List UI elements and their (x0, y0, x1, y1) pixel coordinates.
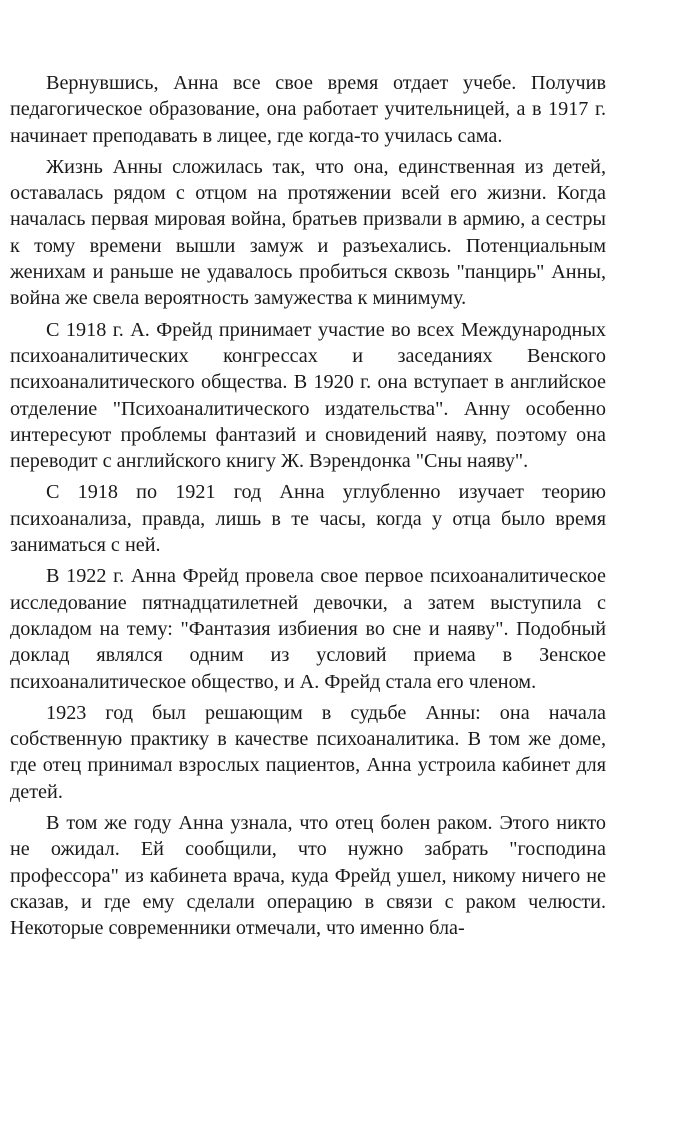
paragraph-father-illness: В том же году Анна узнала, что отец болен раком. Этого никто не ожидал. Ей сообщили, что нужно забрать "господина профессора" из кабинета врача, куда Фрейд ушел, никому ничего не сказав, и где ему сделали операцию в связи с раком челюсти. Некоторые современники отмечали, что именно бла- (10, 812, 606, 940)
paragraph-study-1918-1921: С 1918 по 1921 год Анна углубленно изучает теорию психоанализа, правда, лишь в те часы, когда у отца было время заниматься с ней. (10, 481, 606, 557)
paragraph-life-with-father: Жизнь Анны сложилась так, что она, единственная из детей, оставалась рядом с отцом на протяжении всей его жизни. Когда началась первая мировая война, братьев призвали в армию, а сестры к тому времени вышли замуж и разъехались. Потенциальным женихам и раньше не удавалось пробиться сквозь "панцирь" Анны, война же свела вероятность замужества к минимуму. (10, 155, 606, 310)
paragraph-congresses-1918: С 1918 г. А. Фрейд принимает участие во всех Международных психоаналитических конгрессах и заседаниях Венского психоаналитического общества. В 1920 г. она вступает в английское отделение "Психоаналитического издательства". Анну особенно интересуют проблемы фантазий и сновидений наяву, поэтому она переводит с английского книгу Ж. Вэрендонка "Сны наяву". (10, 318, 606, 473)
paragraph-practice-1923: 1923 год был решающим в судьбе Анны: она начала собственную практику в качестве психоаналитика. В том же доме, где отец принимал взрослых пациентов, Анна устроила кабинет для детей. (10, 701, 606, 803)
paragraph-return-to-studies: Вернувшись, Анна все свое время отдает учебе. Получив педагогическое образование, она работает учительницей, а в 1917 г. начинает преподавать в лицее, где когда-то училась сама. (10, 72, 606, 147)
paragraph-first-analysis-1922: В 1922 г. Анна Фрейд провела свое первое психоаналитическое исследование пятнадцатилетней девочки, а затем выступила с докладом на тему: "Фантазия избиения во сне и наяву". Подобный доклад являлся одним из условий приема в Зенское психоаналитическое общество, и А. Фрейд стала его членом. (10, 565, 606, 693)
page-body-text (10, 70, 606, 947)
